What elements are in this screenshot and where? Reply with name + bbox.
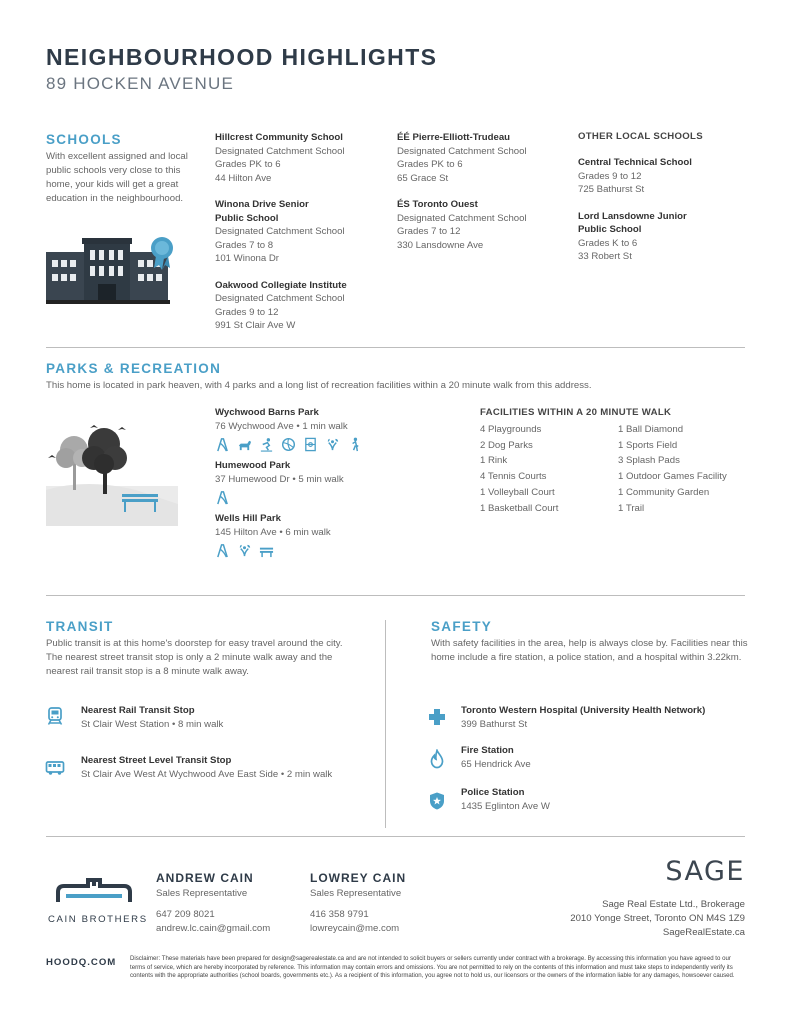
facility-item: 1 Basketball Court bbox=[480, 502, 559, 514]
school-grades: Grades 7 to 8 bbox=[215, 239, 274, 251]
agent-title: Sales Representative bbox=[156, 888, 248, 899]
school-entry bbox=[578, 156, 743, 197]
school-grades: Grades PK to 6 bbox=[215, 159, 281, 170]
school-name: Lord Lansdowne Junior Public School bbox=[578, 210, 687, 235]
school-address: 101 Winona Dr bbox=[215, 253, 279, 264]
divider bbox=[46, 836, 745, 837]
parks-heading: PARKS & RECREATION bbox=[46, 361, 222, 376]
transit-heading: TRANSIT bbox=[46, 619, 114, 634]
brokerage-name: Sage Real Estate Ltd., Brokerage bbox=[602, 899, 745, 910]
school-name: ÉÉ Pierre-Elliott-Trudeau bbox=[397, 132, 511, 143]
agent-phone[interactable]: 647 209 8021 bbox=[156, 909, 215, 920]
school-name: Oakwood Collegiate Institute bbox=[215, 279, 347, 291]
splash-pad-icon bbox=[325, 437, 340, 452]
divider bbox=[46, 347, 745, 348]
dog-icon bbox=[237, 437, 252, 452]
brokerage-address: 2010 Yonge Street, Toronto ON M4S 1Z9 bbox=[570, 913, 745, 924]
sage-logo: SAGE bbox=[665, 856, 745, 887]
agent-title: Sales Representative bbox=[310, 888, 402, 899]
school-name: Central Technical School bbox=[578, 157, 692, 168]
parks-description: This home is located in park heaven, with 4 parks and a long list of recreation facilities within a 20 minute walk from this address. bbox=[46, 380, 592, 391]
safety-item bbox=[461, 786, 761, 813]
column-divider bbox=[385, 620, 386, 828]
facility-item: 1 Trail bbox=[618, 502, 645, 514]
school-entry bbox=[397, 131, 567, 185]
safety-detail: 65 Hendrick Ave bbox=[461, 758, 531, 770]
property-address: 89 HOCKEN AVENUE bbox=[46, 74, 234, 93]
facilities-heading: FACILITIES WITHIN A 20 MINUTE WALK bbox=[480, 407, 672, 418]
agent-card bbox=[310, 871, 460, 936]
transit-description: Public transit is at this home's doorstep for easy travel around the city. The nearest street transit stop is only a 2 minute walk away and the nearest rail transit stop is a 8 minute walk away. bbox=[46, 638, 343, 677]
school-address: 44 Hilton Ave bbox=[215, 172, 272, 184]
agent-phone[interactable]: 416 358 9791 bbox=[310, 909, 369, 920]
park-detail: 145 Hilton Ave • 6 min walk bbox=[215, 526, 331, 538]
school-grades: Grades 7 to 12 bbox=[397, 226, 461, 237]
park-name: Humewood Park bbox=[215, 460, 291, 471]
fire-icon bbox=[427, 749, 447, 774]
school-building-icon bbox=[46, 234, 178, 304]
school-address: 330 Lansdowne Ave bbox=[397, 239, 484, 251]
safety-heading: SAFETY bbox=[431, 619, 493, 634]
page-title: NEIGHBOURHOOD HIGHLIGHTS bbox=[46, 44, 438, 70]
brokerage-website[interactable]: SageRealEstate.ca bbox=[662, 927, 745, 938]
safety-name: Toronto Western Hospital (University Health Network) bbox=[461, 705, 706, 716]
facility-item: 2 Dog Parks bbox=[480, 439, 533, 451]
basketball-icon bbox=[303, 437, 318, 452]
schools-column-2 bbox=[397, 131, 567, 252]
school-grades: Grades PK to 6 bbox=[397, 159, 463, 170]
school-type: Designated Catchment School bbox=[215, 145, 345, 157]
school-name: ÉS Toronto Ouest bbox=[397, 199, 478, 210]
agent-name: LOWREY CAIN bbox=[310, 871, 407, 885]
school-name: Winona Drive Senior Public School bbox=[215, 199, 309, 224]
school-entry bbox=[397, 198, 567, 252]
volleyball-icon bbox=[281, 437, 296, 452]
transit-name: Nearest Rail Transit Stop bbox=[81, 705, 195, 716]
facility-item: 4 Playgrounds bbox=[480, 424, 542, 435]
safety-detail: 1435 Eglinton Ave W bbox=[461, 800, 550, 812]
school-grades: Grades 9 to 12 bbox=[215, 306, 279, 318]
facilities-right-list bbox=[618, 422, 748, 516]
park-entry bbox=[215, 459, 465, 505]
transit-detail: St Clair West Station • 8 min walk bbox=[81, 718, 224, 730]
school-address: 33 Robert St bbox=[578, 251, 632, 262]
facility-item: 1 Ball Diamond bbox=[618, 424, 684, 435]
disclaimer: Disclaimer: These materials have been prepared for design@sagerealestate.ca and are not intended to solicit buyers or sellers currently under contract with a brokerage. By accessing this information you have agreed to our terms of service, which are hereby incorporated by reference. This information may contain errors and omissions. You are not permitted to rely on the contents of this information and must take steps to independently verify its contents with the appropriate authorities (school boards, governments etc.). As a recipient of this information, you agree not to hold us, our licensors or the owners of the information liable for any damages, howsoever caused. bbox=[130, 955, 735, 980]
playground-icon bbox=[215, 437, 230, 452]
splash-pad-icon bbox=[237, 543, 252, 558]
park-detail: 37 Humewood Dr • 5 min walk bbox=[215, 473, 344, 485]
transit-item bbox=[81, 704, 381, 731]
park-detail: 76 Wychwood Ave • 1 min walk bbox=[215, 420, 348, 432]
park-amenities bbox=[215, 437, 465, 452]
trail-icon bbox=[347, 437, 362, 452]
facility-item: 3 Splash Pads bbox=[618, 455, 680, 467]
school-entry bbox=[215, 131, 385, 185]
safety-description: With safety facilities in the area, help is always close by. Facilities near this home include a fire station, a police station, and a hospital within 3.22km. bbox=[431, 638, 748, 663]
safety-item bbox=[461, 704, 761, 731]
schools-column-1 bbox=[215, 131, 385, 333]
transit-name: Nearest Street Level Transit Stop bbox=[81, 755, 232, 766]
school-grades: Grades K to 6 bbox=[578, 237, 638, 249]
park-entry bbox=[215, 406, 465, 452]
school-type: Designated Catchment School bbox=[397, 145, 527, 157]
playground-icon bbox=[215, 490, 230, 505]
train-icon bbox=[45, 706, 65, 731]
safety-name: Police Station bbox=[461, 787, 525, 798]
transit-item bbox=[81, 754, 381, 781]
schools-column-3 bbox=[578, 131, 743, 264]
parks-list bbox=[215, 406, 465, 558]
police-badge-icon bbox=[427, 791, 447, 816]
agent-card bbox=[156, 871, 306, 936]
school-type: Designated Catchment School bbox=[397, 212, 527, 224]
safety-detail: 399 Bathurst St bbox=[461, 718, 528, 730]
facility-item: 4 Tennis Courts bbox=[480, 471, 547, 483]
agent-name: ANDREW CAIN bbox=[156, 871, 254, 885]
park-entry bbox=[215, 512, 465, 558]
school-address: 991 St Clair Ave W bbox=[215, 320, 296, 331]
school-type: Designated Catchment School bbox=[215, 226, 345, 237]
facility-item: 1 Sports Field bbox=[618, 439, 678, 451]
skating-icon bbox=[259, 437, 274, 452]
cain-brothers-logo-text: CAIN BROTHERS bbox=[48, 914, 148, 925]
brokerage-info bbox=[570, 898, 745, 940]
bench-icon bbox=[259, 543, 274, 558]
playground-icon bbox=[215, 543, 230, 558]
safety-item bbox=[461, 744, 761, 771]
school-grades: Grades 9 to 12 bbox=[578, 170, 642, 182]
park-name: Wychwood Barns Park bbox=[215, 407, 319, 418]
park-trees-icon bbox=[46, 420, 178, 526]
park-amenities bbox=[215, 543, 465, 558]
facility-item: 1 Volleyball Court bbox=[480, 486, 555, 498]
facility-item: 1 Outdoor Games Facility bbox=[618, 471, 727, 483]
park-amenities bbox=[215, 490, 465, 505]
safety-name: Fire Station bbox=[461, 745, 514, 756]
agent-email[interactable]: andrew.lc.cain@gmail.com bbox=[156, 923, 271, 934]
school-address: 725 Bathurst St bbox=[578, 184, 645, 195]
cain-brothers-logo bbox=[54, 876, 134, 914]
school-entry bbox=[578, 210, 708, 264]
hoodq-link[interactable]: HOODQ.COM bbox=[46, 957, 117, 968]
hospital-cross-icon bbox=[427, 707, 447, 732]
facility-item: 1 Rink bbox=[480, 455, 508, 467]
schools-heading: SCHOOLS bbox=[46, 132, 122, 147]
school-entry bbox=[215, 198, 345, 266]
bus-icon bbox=[45, 758, 65, 783]
other-schools-heading: OTHER LOCAL SCHOOLS bbox=[578, 131, 703, 142]
school-address: 65 Grace St bbox=[397, 172, 449, 184]
schools-description: With excellent assigned and local public schools very close to this home, your kids will get a great education in the neighbourhood. bbox=[46, 151, 188, 204]
divider bbox=[46, 595, 745, 596]
school-entry bbox=[215, 279, 385, 333]
agent-email[interactable]: lowreycain@me.com bbox=[310, 923, 400, 934]
school-type: Designated Catchment School bbox=[215, 293, 345, 304]
facility-item: 1 Community Garden bbox=[618, 486, 710, 498]
park-name: Wells Hill Park bbox=[215, 513, 281, 524]
facilities-left-list bbox=[480, 422, 615, 516]
transit-detail: St Clair Ave West At Wychwood Ave East Side • 2 min walk bbox=[81, 768, 333, 780]
school-name: Hillcrest Community School bbox=[215, 132, 343, 143]
